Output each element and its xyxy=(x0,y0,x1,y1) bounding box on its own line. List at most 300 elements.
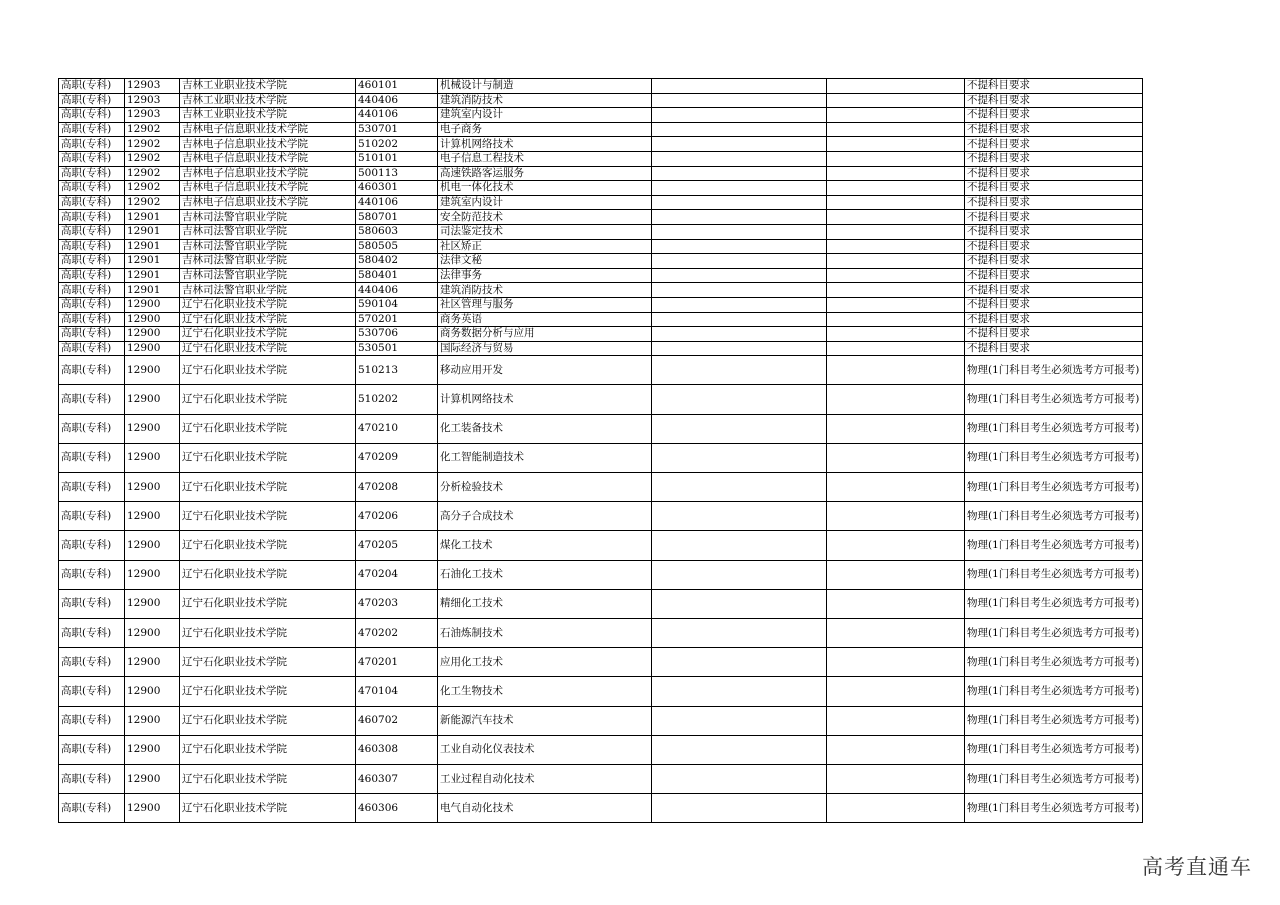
major-name-cell: 法律文秘 xyxy=(438,254,652,269)
blank-cell-2 xyxy=(827,560,965,589)
blank-cell-1 xyxy=(652,210,827,225)
school-code-cell: 12902 xyxy=(125,122,180,137)
school-code-cell: 12900 xyxy=(125,531,180,560)
blank-cell-1 xyxy=(652,312,827,327)
school-name-cell: 吉林电子信息职业技术学院 xyxy=(180,137,356,152)
level-cell: 高职(专科) xyxy=(59,618,125,647)
major-name-cell: 机电一体化技术 xyxy=(438,181,652,196)
blank-cell-2 xyxy=(827,589,965,618)
school-code-cell: 12903 xyxy=(125,79,180,94)
level-cell: 高职(专科) xyxy=(59,166,125,181)
level-cell: 高职(专科) xyxy=(59,356,125,385)
school-name-cell: 辽宁石化职业技术学院 xyxy=(180,589,356,618)
table-row xyxy=(59,560,1143,589)
major-name-cell: 商务英语 xyxy=(438,312,652,327)
school-code-cell: 12900 xyxy=(125,443,180,472)
major-code-cell: 510202 xyxy=(356,137,438,152)
subject-requirement-cell: 不提科目要求 xyxy=(965,327,1143,342)
blank-cell-2 xyxy=(827,735,965,764)
table-row xyxy=(59,122,1143,137)
blank-cell-1 xyxy=(652,239,827,254)
major-name-cell: 机械设计与制造 xyxy=(438,79,652,94)
major-name-cell: 新能源汽车技术 xyxy=(438,706,652,735)
blank-cell-1 xyxy=(652,794,827,823)
major-name-cell: 计算机网络技术 xyxy=(438,137,652,152)
major-name-cell: 社区管理与服务 xyxy=(438,297,652,312)
school-name-cell: 吉林电子信息职业技术学院 xyxy=(180,122,356,137)
school-code-cell: 12903 xyxy=(125,108,180,123)
school-name-cell: 吉林电子信息职业技术学院 xyxy=(180,181,356,196)
school-name-cell: 辽宁石化职业技术学院 xyxy=(180,327,356,342)
major-code-cell: 530501 xyxy=(356,341,438,356)
level-cell: 高职(专科) xyxy=(59,589,125,618)
blank-cell-2 xyxy=(827,356,965,385)
level-cell: 高职(专科) xyxy=(59,181,125,196)
level-cell: 高职(专科) xyxy=(59,254,125,269)
table-row xyxy=(59,385,1143,414)
school-code-cell: 12900 xyxy=(125,648,180,677)
blank-cell-2 xyxy=(827,239,965,254)
subject-requirement-cell: 不提科目要求 xyxy=(965,79,1143,94)
major-name-cell: 建筑室内设计 xyxy=(438,108,652,123)
school-name-cell: 吉林司法警官职业学院 xyxy=(180,239,356,254)
blank-cell-1 xyxy=(652,764,827,793)
school-name-cell: 吉林司法警官职业学院 xyxy=(180,254,356,269)
school-name-cell: 辽宁石化职业技术学院 xyxy=(180,473,356,502)
admission-table xyxy=(58,78,1143,823)
major-code-cell: 440106 xyxy=(356,108,438,123)
level-cell: 高职(专科) xyxy=(59,443,125,472)
school-name-cell: 吉林司法警官职业学院 xyxy=(180,283,356,298)
major-name-cell: 高分子合成技术 xyxy=(438,502,652,531)
table-row xyxy=(59,151,1143,166)
level-cell: 高职(专科) xyxy=(59,502,125,531)
blank-cell-2 xyxy=(827,195,965,210)
subject-requirement-cell: 物理(1门科目考生必须选考方可报考) xyxy=(965,735,1143,764)
table-row xyxy=(59,108,1143,123)
blank-cell-2 xyxy=(827,137,965,152)
subject-requirement-cell: 不提科目要求 xyxy=(965,166,1143,181)
subject-requirement-cell: 不提科目要求 xyxy=(965,210,1143,225)
blank-cell-1 xyxy=(652,283,827,298)
subject-requirement-cell: 物理(1门科目考生必须选考方可报考) xyxy=(965,443,1143,472)
school-code-cell: 12900 xyxy=(125,327,180,342)
blank-cell-1 xyxy=(652,122,827,137)
blank-cell-2 xyxy=(827,764,965,793)
subject-requirement-cell: 物理(1门科目考生必须选考方可报考) xyxy=(965,356,1143,385)
major-code-cell: 460101 xyxy=(356,79,438,94)
major-code-cell: 440406 xyxy=(356,283,438,298)
major-name-cell: 化工生物技术 xyxy=(438,677,652,706)
blank-cell-1 xyxy=(652,254,827,269)
table-row xyxy=(59,531,1143,560)
school-name-cell: 辽宁石化职业技术学院 xyxy=(180,764,356,793)
school-name-cell: 辽宁石化职业技术学院 xyxy=(180,297,356,312)
level-cell: 高职(专科) xyxy=(59,312,125,327)
subject-requirement-cell: 物理(1门科目考生必须选考方可报考) xyxy=(965,473,1143,502)
level-cell: 高职(专科) xyxy=(59,531,125,560)
major-name-cell: 工业自动化仪表技术 xyxy=(438,735,652,764)
table-row xyxy=(59,414,1143,443)
blank-cell-1 xyxy=(652,327,827,342)
blank-cell-2 xyxy=(827,502,965,531)
table-row xyxy=(59,443,1143,472)
school-code-cell: 12901 xyxy=(125,283,180,298)
blank-cell-1 xyxy=(652,341,827,356)
major-name-cell: 电子信息工程技术 xyxy=(438,151,652,166)
major-code-cell: 580402 xyxy=(356,254,438,269)
major-name-cell: 移动应用开发 xyxy=(438,356,652,385)
subject-requirement-cell: 物理(1门科目考生必须选考方可报考) xyxy=(965,502,1143,531)
major-code-cell: 460301 xyxy=(356,181,438,196)
table-row xyxy=(59,589,1143,618)
major-name-cell: 司法鉴定技术 xyxy=(438,224,652,239)
table-row xyxy=(59,254,1143,269)
level-cell: 高职(专科) xyxy=(59,473,125,502)
blank-cell-2 xyxy=(827,414,965,443)
level-cell: 高职(专科) xyxy=(59,648,125,677)
major-code-cell: 510101 xyxy=(356,151,438,166)
major-code-cell: 500113 xyxy=(356,166,438,181)
major-code-cell: 470203 xyxy=(356,589,438,618)
school-code-cell: 12901 xyxy=(125,239,180,254)
blank-cell-2 xyxy=(827,618,965,647)
blank-cell-2 xyxy=(827,224,965,239)
table-body xyxy=(59,79,1143,823)
level-cell: 高职(专科) xyxy=(59,677,125,706)
blank-cell-1 xyxy=(652,589,827,618)
table-row xyxy=(59,210,1143,225)
major-code-cell: 470208 xyxy=(356,473,438,502)
major-name-cell: 煤化工技术 xyxy=(438,531,652,560)
blank-cell-2 xyxy=(827,79,965,94)
school-code-cell: 12902 xyxy=(125,137,180,152)
table-row xyxy=(59,297,1143,312)
school-code-cell: 12900 xyxy=(125,473,180,502)
table-row xyxy=(59,618,1143,647)
subject-requirement-cell: 物理(1门科目考生必须选考方可报考) xyxy=(965,794,1143,823)
level-cell: 高职(专科) xyxy=(59,735,125,764)
major-name-cell: 高速铁路客运服务 xyxy=(438,166,652,181)
blank-cell-1 xyxy=(652,443,827,472)
major-name-cell: 商务数据分析与应用 xyxy=(438,327,652,342)
school-name-cell: 吉林工业职业技术学院 xyxy=(180,79,356,94)
subject-requirement-cell: 不提科目要求 xyxy=(965,239,1143,254)
school-code-cell: 12901 xyxy=(125,210,180,225)
school-name-cell: 辽宁石化职业技术学院 xyxy=(180,648,356,677)
major-code-cell: 470202 xyxy=(356,618,438,647)
blank-cell-2 xyxy=(827,268,965,283)
major-name-cell: 电气自动化技术 xyxy=(438,794,652,823)
blank-cell-1 xyxy=(652,93,827,108)
school-name-cell: 辽宁石化职业技术学院 xyxy=(180,414,356,443)
level-cell: 高职(专科) xyxy=(59,283,125,298)
subject-requirement-cell: 不提科目要求 xyxy=(965,297,1143,312)
blank-cell-2 xyxy=(827,327,965,342)
blank-cell-1 xyxy=(652,648,827,677)
school-name-cell: 辽宁石化职业技术学院 xyxy=(180,735,356,764)
blank-cell-1 xyxy=(652,473,827,502)
blank-cell-2 xyxy=(827,122,965,137)
major-code-cell: 460307 xyxy=(356,764,438,793)
blank-cell-2 xyxy=(827,312,965,327)
table-row xyxy=(59,794,1143,823)
level-cell: 高职(专科) xyxy=(59,764,125,793)
blank-cell-1 xyxy=(652,224,827,239)
major-name-cell: 计算机网络技术 xyxy=(438,385,652,414)
level-cell: 高职(专科) xyxy=(59,108,125,123)
school-code-cell: 12902 xyxy=(125,166,180,181)
school-name-cell: 吉林电子信息职业技术学院 xyxy=(180,151,356,166)
table-row xyxy=(59,283,1143,298)
subject-requirement-cell: 不提科目要求 xyxy=(965,195,1143,210)
major-name-cell: 精细化工技术 xyxy=(438,589,652,618)
blank-cell-2 xyxy=(827,297,965,312)
table-row xyxy=(59,327,1143,342)
blank-cell-1 xyxy=(652,735,827,764)
major-name-cell: 建筑消防技术 xyxy=(438,283,652,298)
major-name-cell: 化工智能制造技术 xyxy=(438,443,652,472)
blank-cell-2 xyxy=(827,385,965,414)
major-code-cell: 590104 xyxy=(356,297,438,312)
table-row xyxy=(59,137,1143,152)
major-code-cell: 510213 xyxy=(356,356,438,385)
blank-cell-2 xyxy=(827,473,965,502)
level-cell: 高职(专科) xyxy=(59,151,125,166)
major-name-cell: 建筑消防技术 xyxy=(438,93,652,108)
table-row xyxy=(59,677,1143,706)
school-code-cell: 12900 xyxy=(125,589,180,618)
blank-cell-1 xyxy=(652,268,827,283)
subject-requirement-cell: 物理(1门科目考生必须选考方可报考) xyxy=(965,414,1143,443)
table-row xyxy=(59,166,1143,181)
level-cell: 高职(专科) xyxy=(59,327,125,342)
blank-cell-1 xyxy=(652,79,827,94)
school-code-cell: 12900 xyxy=(125,764,180,793)
school-name-cell: 吉林电子信息职业技术学院 xyxy=(180,166,356,181)
table-row xyxy=(59,764,1143,793)
subject-requirement-cell: 不提科目要求 xyxy=(965,108,1143,123)
school-name-cell: 辽宁石化职业技术学院 xyxy=(180,385,356,414)
level-cell: 高职(专科) xyxy=(59,239,125,254)
blank-cell-2 xyxy=(827,181,965,196)
blank-cell-2 xyxy=(827,166,965,181)
school-name-cell: 辽宁石化职业技术学院 xyxy=(180,794,356,823)
level-cell: 高职(专科) xyxy=(59,195,125,210)
blank-cell-1 xyxy=(652,677,827,706)
school-code-cell: 12900 xyxy=(125,618,180,647)
school-code-cell: 12902 xyxy=(125,181,180,196)
subject-requirement-cell: 物理(1门科目考生必须选考方可报考) xyxy=(965,589,1143,618)
blank-cell-1 xyxy=(652,195,827,210)
level-cell: 高职(专科) xyxy=(59,268,125,283)
major-code-cell: 570201 xyxy=(356,312,438,327)
table-row xyxy=(59,195,1143,210)
blank-cell-1 xyxy=(652,502,827,531)
watermark-logo-text: 高考直通车 xyxy=(1142,855,1252,879)
major-code-cell: 510202 xyxy=(356,385,438,414)
blank-cell-2 xyxy=(827,108,965,123)
school-code-cell: 12902 xyxy=(125,195,180,210)
school-name-cell: 辽宁石化职业技术学院 xyxy=(180,560,356,589)
subject-requirement-cell: 物理(1门科目考生必须选考方可报考) xyxy=(965,385,1143,414)
table-row xyxy=(59,239,1143,254)
school-name-cell: 辽宁石化职业技术学院 xyxy=(180,341,356,356)
school-code-cell: 12900 xyxy=(125,735,180,764)
school-code-cell: 12900 xyxy=(125,312,180,327)
subject-requirement-cell: 物理(1门科目考生必须选考方可报考) xyxy=(965,764,1143,793)
major-name-cell: 国际经济与贸易 xyxy=(438,341,652,356)
blank-cell-2 xyxy=(827,254,965,269)
blank-cell-2 xyxy=(827,794,965,823)
level-cell: 高职(专科) xyxy=(59,122,125,137)
major-code-cell: 530706 xyxy=(356,327,438,342)
major-code-cell: 440106 xyxy=(356,195,438,210)
table-row xyxy=(59,473,1143,502)
blank-cell-1 xyxy=(652,385,827,414)
school-code-cell: 12900 xyxy=(125,341,180,356)
blank-cell-1 xyxy=(652,297,827,312)
table-row xyxy=(59,312,1143,327)
major-code-cell: 580701 xyxy=(356,210,438,225)
subject-requirement-cell: 物理(1门科目考生必须选考方可报考) xyxy=(965,648,1143,677)
blank-cell-2 xyxy=(827,531,965,560)
level-cell: 高职(专科) xyxy=(59,93,125,108)
school-code-cell: 12900 xyxy=(125,297,180,312)
blank-cell-2 xyxy=(827,706,965,735)
table-row xyxy=(59,341,1143,356)
major-name-cell: 石油炼制技术 xyxy=(438,618,652,647)
blank-cell-2 xyxy=(827,443,965,472)
school-code-cell: 12900 xyxy=(125,502,180,531)
major-name-cell: 分析检验技术 xyxy=(438,473,652,502)
school-code-cell: 12900 xyxy=(125,794,180,823)
blank-cell-1 xyxy=(652,560,827,589)
major-name-cell: 化工装备技术 xyxy=(438,414,652,443)
blank-cell-2 xyxy=(827,210,965,225)
major-name-cell: 安全防范技术 xyxy=(438,210,652,225)
major-code-cell: 470210 xyxy=(356,414,438,443)
school-name-cell: 吉林电子信息职业技术学院 xyxy=(180,195,356,210)
level-cell: 高职(专科) xyxy=(59,560,125,589)
blank-cell-1 xyxy=(652,108,827,123)
table-row xyxy=(59,268,1143,283)
level-cell: 高职(专科) xyxy=(59,385,125,414)
subject-requirement-cell: 不提科目要求 xyxy=(965,181,1143,196)
table-row xyxy=(59,356,1143,385)
school-code-cell: 12900 xyxy=(125,677,180,706)
blank-cell-2 xyxy=(827,677,965,706)
subject-requirement-cell: 不提科目要求 xyxy=(965,93,1143,108)
blank-cell-1 xyxy=(652,531,827,560)
major-name-cell: 石油化工技术 xyxy=(438,560,652,589)
blank-cell-1 xyxy=(652,706,827,735)
table-row xyxy=(59,735,1143,764)
school-code-cell: 12901 xyxy=(125,224,180,239)
subject-requirement-cell: 不提科目要求 xyxy=(965,268,1143,283)
school-code-cell: 12902 xyxy=(125,151,180,166)
major-code-cell: 460306 xyxy=(356,794,438,823)
blank-cell-1 xyxy=(652,414,827,443)
subject-requirement-cell: 物理(1门科目考生必须选考方可报考) xyxy=(965,618,1143,647)
major-code-cell: 460702 xyxy=(356,706,438,735)
table-row xyxy=(59,79,1143,94)
subject-requirement-cell: 物理(1门科目考生必须选考方可报考) xyxy=(965,706,1143,735)
major-name-cell: 工业过程自动化技术 xyxy=(438,764,652,793)
subject-requirement-cell: 不提科目要求 xyxy=(965,254,1143,269)
table-row xyxy=(59,648,1143,677)
school-name-cell: 辽宁石化职业技术学院 xyxy=(180,502,356,531)
major-code-cell: 530701 xyxy=(356,122,438,137)
level-cell: 高职(专科) xyxy=(59,414,125,443)
subject-requirement-cell: 不提科目要求 xyxy=(965,312,1143,327)
major-name-cell: 电子商务 xyxy=(438,122,652,137)
blank-cell-1 xyxy=(652,181,827,196)
subject-requirement-cell: 不提科目要求 xyxy=(965,341,1143,356)
major-name-cell: 建筑室内设计 xyxy=(438,195,652,210)
school-code-cell: 12900 xyxy=(125,385,180,414)
major-code-cell: 580401 xyxy=(356,268,438,283)
school-name-cell: 吉林工业职业技术学院 xyxy=(180,93,356,108)
school-name-cell: 辽宁石化职业技术学院 xyxy=(180,618,356,647)
subject-requirement-cell: 物理(1门科目考生必须选考方可报考) xyxy=(965,531,1143,560)
blank-cell-2 xyxy=(827,151,965,166)
blank-cell-1 xyxy=(652,618,827,647)
table-row xyxy=(59,502,1143,531)
level-cell: 高职(专科) xyxy=(59,137,125,152)
table-row xyxy=(59,93,1143,108)
table-row xyxy=(59,706,1143,735)
school-name-cell: 辽宁石化职业技术学院 xyxy=(180,531,356,560)
level-cell: 高职(专科) xyxy=(59,224,125,239)
school-code-cell: 12901 xyxy=(125,268,180,283)
major-code-cell: 470104 xyxy=(356,677,438,706)
school-code-cell: 12900 xyxy=(125,414,180,443)
blank-cell-2 xyxy=(827,283,965,298)
major-code-cell: 440406 xyxy=(356,93,438,108)
school-name-cell: 辽宁石化职业技术学院 xyxy=(180,356,356,385)
blank-cell-2 xyxy=(827,341,965,356)
school-name-cell: 吉林司法警官职业学院 xyxy=(180,210,356,225)
school-code-cell: 12900 xyxy=(125,356,180,385)
school-code-cell: 12900 xyxy=(125,706,180,735)
major-code-cell: 470201 xyxy=(356,648,438,677)
major-code-cell: 460308 xyxy=(356,735,438,764)
level-cell: 高职(专科) xyxy=(59,210,125,225)
subject-requirement-cell: 不提科目要求 xyxy=(965,224,1143,239)
level-cell: 高职(专科) xyxy=(59,706,125,735)
blank-cell-1 xyxy=(652,151,827,166)
major-code-cell: 470209 xyxy=(356,443,438,472)
school-name-cell: 吉林司法警官职业学院 xyxy=(180,268,356,283)
table-row xyxy=(59,224,1143,239)
subject-requirement-cell: 物理(1门科目考生必须选考方可报考) xyxy=(965,560,1143,589)
school-name-cell: 辽宁石化职业技术学院 xyxy=(180,677,356,706)
major-code-cell: 580505 xyxy=(356,239,438,254)
blank-cell-2 xyxy=(827,648,965,677)
major-name-cell: 社区矫正 xyxy=(438,239,652,254)
level-cell: 高职(专科) xyxy=(59,79,125,94)
level-cell: 高职(专科) xyxy=(59,794,125,823)
school-code-cell: 12901 xyxy=(125,254,180,269)
subject-requirement-cell: 物理(1门科目考生必须选考方可报考) xyxy=(965,677,1143,706)
level-cell: 高职(专科) xyxy=(59,297,125,312)
major-name-cell: 应用化工技术 xyxy=(438,648,652,677)
blank-cell-2 xyxy=(827,93,965,108)
blank-cell-1 xyxy=(652,356,827,385)
school-name-cell: 吉林司法警官职业学院 xyxy=(180,224,356,239)
major-code-cell: 580603 xyxy=(356,224,438,239)
